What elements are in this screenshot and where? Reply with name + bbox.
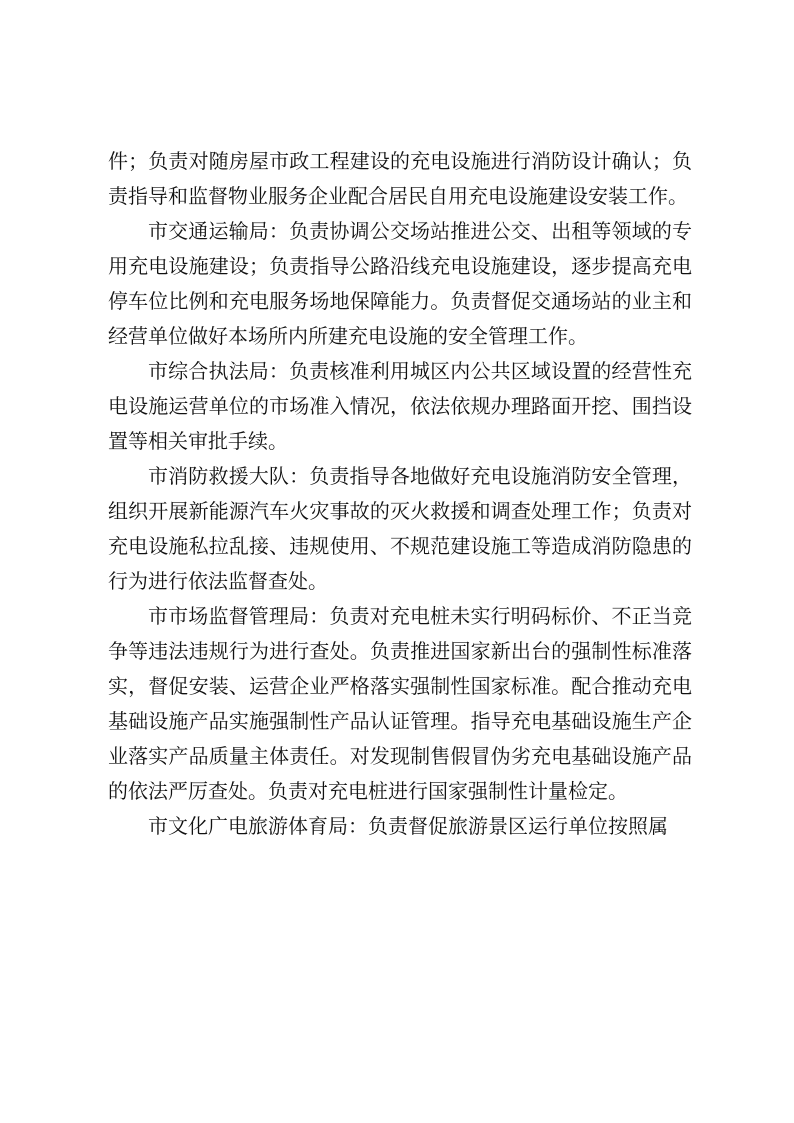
paragraph-law-enforcement-bureau: 市综合执法局：负责核准利用城区内公共区域设置的经营性充电设施运营单位的市场准入情况，依法依规办理路面开挖、围挡设置等相关审批手续。 [108, 359, 692, 453]
paragraph-market-supervision: 市市场监督管理局：负责对充电桩未实行明码标价、不正当竞争等违法违规行为进行查处。负责推进国家新出台的强制性标准落实，督促安装、运营企业严格落实强制性国家标准。配合推动充电基础设施产品实施强制性产品认证管理。指导充电基础设施生产企业落实产品质量主体责任。对发现制售假冒伪劣充电基础设施产品的依法严厉查处。负责对充电桩进行国家强制性计量检定。 [108, 604, 692, 803]
paragraph-transport-bureau: 市交通运输局：负责协调公交场站推进公交、出租等领域的专用充电设施建设；负责指导公路沿线充电设施建设，逐步提高充电停车位比例和充电服务场地保障能力。负责督促交通场站的业主和经营单位做好本场所内所建充电设施的安全管理工作。 [108, 219, 692, 348]
paragraph-culture-tourism: 市文化广电旅游体育局：负责督促旅游景区运行单位按照属 [148, 814, 668, 838]
paragraph-fire-rescue: 市消防救援大队：负责指导各地做好充电设施消防安全管理，组织开展新能源汽车火灾事故的灭火救援和调查处理工作；负责对充电设施私拉乱接、违规使用、不规范建设施工等造成消防隐患的行为进行依法监督查处。 [108, 464, 692, 593]
document-page [108, 144, 692, 844]
paragraph-continuation: 件；负责对随房屋市政工程建设的充电设施进行消防设计确认；负责指导和监督物业服务企业配合居民自用充电设施建设安装工作。 [108, 149, 692, 208]
